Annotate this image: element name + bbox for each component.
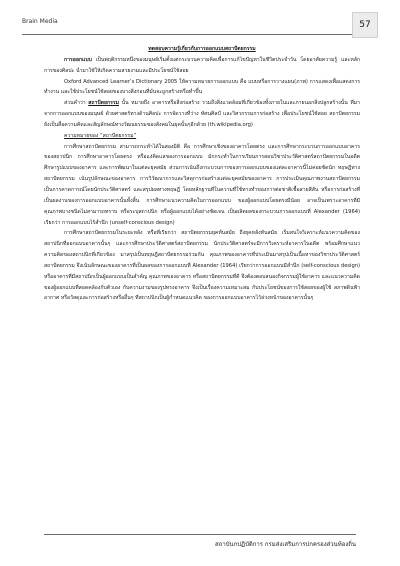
term-design: การออกแบบ bbox=[64, 56, 92, 63]
footer-divider bbox=[44, 534, 356, 535]
paragraph-design-text: เป็นพฤติกรรมหนึ่งของมนุษย์เริ่มตั้งแต่กระบวนความคิดเพื่อการแก้ไขปัญหาในชีวิตประจำวัน โดยอาศัยความรู้ และหลักการของศิลปะ นำมาใช้ให้เกิดความสวยงามและมีประโยชน์ใช้สอย bbox=[44, 56, 360, 74]
paragraph-design-definition bbox=[44, 55, 360, 77]
publisher-name: Brain Media bbox=[22, 18, 58, 25]
paragraph-architecture-prefix: ส่วนคำว่า bbox=[64, 100, 89, 107]
paragraph-architecture-text: นั้น หมายถึง อาคารหรือสิ่งก่อสร้าง รวมถึงสิ่งแวดล้อมที่เกี่ยวข้องทั้งภายในและภายนอกสิ่งปลูกสร้างนั้น ที่มาจากการออกแบบของมนุษย์ ด้วยศาสตร์ทางด้านศิลปะ การจัดวางที่ว่าง ทัศนศิลป์ และวิศวกรรมการก่อสร้าง เพื่อประโยชน์ใช้สอย สถาปัตยกรรมยังเป็นสื่อความคิดและสัญลักษณ์ทางวัฒนธรรมของสังคมในยุคนั้นๆอีกด้วย (th.wikipedia.org) bbox=[44, 100, 360, 128]
term-architecture: สถาปัตยกรรม bbox=[88, 100, 119, 107]
paragraph-oxford-definition: Oxford Advanced Learner’s Dictionary 2005 ให้ความหมายการออกแบบ คือ แบบหรือการวางแผน(ภาพ) การแสดงเพื่อแสดงการทำงาน และใช้ประโยชน์ใช้สอยของบางสิ่งก่อนที่มันจะถูกสร้างหรือทำขึ้น bbox=[44, 78, 360, 96]
body-content bbox=[44, 44, 360, 304]
page-number-badge: 57 bbox=[352, 12, 378, 38]
header-divider bbox=[22, 34, 352, 35]
page-title: ทดสอบความรู้เกี่ยวกับการออกแบบสถาปัตยกรรม bbox=[148, 46, 256, 52]
section-subheading: ความหมายของ “สถาปัตยกรรม” bbox=[64, 132, 137, 139]
paragraph-architecture-definition bbox=[44, 98, 360, 131]
paragraph-modern-study: การศึกษาสถาปัตยกรรมในระยะหลัง หรือที่เรียกว่า สถาปัตยกรรมยุคทันสมัย ถึงยุคหลังทันสมัย เริ่มสนใจวิเคราะห์แนวความคิดของสถาปนิกที่ออกแบบอาคารนั้นๆ และการศึกษาประวัติศาสตร์สถาปัตยกรรม นักประวัติศาสตร์จะมีการวิเคราะห์อาคารในอดีต พร้อมศึกษาแนวความคิดของสถาปนิกที่เกี่ยวข้อง มาสรุปเป็นทฤษฎีสถาปัตยกรรมร่วมกัน คุณภาพของอาคารที่ประเมินมาสรุปเป็นเนื้อหาของวิชาประวัติศาสตร์สถาปัตยกรรม จึงเน้นลักษณะของอาคารที่เป็นผลของการออกแบบที่ Alexander (1964) เรียกว่าการออกแบบมีสำนึก (self-conscious design) หรืออาคารที่มีสถาปนิกเป็นผู้ออกแบบเป็นสำคัญ คุณภาพของอาคาร หรือสถาปัตยกรรมที่ดี จึงต้องตอบสนองกิจกรรมผู้ใช้อาคาร และแนวความคิดของผู้ออกแบบที่สอดคล้องกับตัวเอง กับความงามของรูปทรงอาคาร จึงเป็นเรื่องความเหมาะสม กับประโยชน์ของการใช้สอยของผู้ใช้ สภาพดินฟ้าอากาศ หรือวัสดุและการก่อสร้างหรืออื่นๆ ที่สถาปนิกเป็นผู้กำหนดแนวคิด ของการออกแบบอาคารไว้ล่วงหน้าของอาคารนั้นๆ bbox=[44, 230, 360, 302]
footer-text: สถาบันกปฏิบัติการ กรมส่งเสริมการปกครองส่วนท้องถิ่น bbox=[215, 541, 356, 548]
paragraph-architecture-study: การศึกษาสถาปัตยกรรม สามารถกระทำได้ในสองมิติ คือ การศึกษาเชิงของอาคารโดยตรง และการศึกษากระบวนการออกแบบอาคารของสถาปนิก การศึกษาอาคารโดยตรง หรือแง่คิดแลของการออกแบบ มักกระทำในการเรียนการสอนวิชาประวัติศาสตร์สถาปัตยกรรมในอดีต ศึกษารูปแบบของอาคาร และการพัฒนาในแต่ละยุคสมัย ส่วนการเน้นถึงกระบวนการของการออกแบบของแต่ละอาคารนี้ไม่ค่อยชัดนัก ทฤษฎีทางสถาปัตยกรรม เน้นรูปลักษณะของอาคาร การวิวัฒนาการและวิสดุการก่อสร้างแต่ละยุคสมัยของอาคาร การประเมินคุณภาพงานสถาปัตยกรรม เป็นการคาดการณ์โดยนักประวัติศาสตร์ และสรุปผลทางทฤษฎี โดยหลักฐานที่ในความที่ใช้ทางทำของการต่อชาติเชื้อสายสีสัน หรือการก่อสร้างที่เป็นผลงานของการออกแบบอาคารนั้นทั้งสิ้น การศึกษาแนวความคิดในการออกแบบ ของผู้ออกแบบโดยตรงมีน้อย อาจเป็นเพราะอาคารที่มีคุณภาพบางชนิดไม่สามารถทราบ หรือระบุสถาปนิก หรือผู้ออกแบบได้อย่างชัดเจน เป็นผลิตผลของกระบวนการออกแบบที่ Alexander (1964) เรียกว่า การออกแบบไร้สำนึก (unself-conscious design) bbox=[44, 143, 360, 226]
